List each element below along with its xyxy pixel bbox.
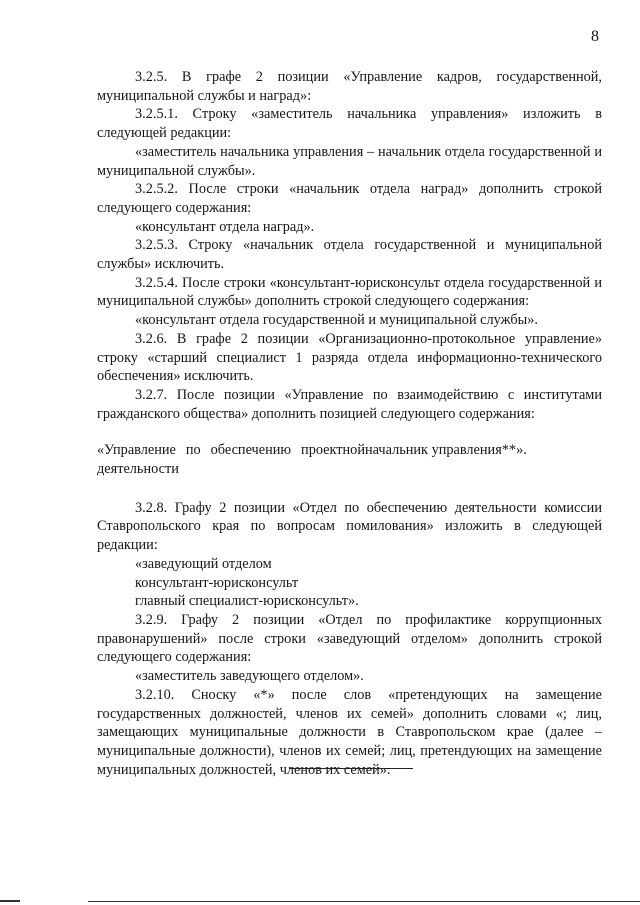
paragraph-3-2-5: 3.2.5. В графе 2 позиции «Управление кадров, государственной, муниципальной службы и наград»: [97,69,602,104]
paragraph-3-2-5-1: 3.2.5.1. Строку «заместитель начальника управления» изложить в следующей редакции: [97,106,602,142]
paragraph-3-2-6: 3.2.6. В графе 2 позиции «Организационно-протокольное управление» строку «старший специалист 1 разряда отдела информационно-технического обеспечения» исключить. [97,330,602,385]
position-row [97,441,602,478]
quoted-line-deputy-head-of-department: «заместитель заведующего отделом». [135,668,364,685]
document-body [97,68,602,779]
list-line-head: «заведующий отделом [135,555,272,572]
paragraph-3-2-10: 3.2.10. Сноску «*» после слов «претендующих на замещение государственных должностей, членов их семей» дополнить словами «; лиц, замещающих муниципальные должности в Ставропольском крае (далее – муниципальные должности), членов их семей; лиц, претендующих на замещение муниципальных должностей, членов их семей». [97,686,602,778]
quoted-line-awards-consultant: «консультант отдела наград». [135,218,315,235]
position-unit-name: «Управление по обеспечению проектной деятельности [97,442,365,478]
paragraph-3-2-5-2: 3.2.5.2. После строки «начальник отдела наград» дополнить строкой следующего содержания: [97,181,602,216]
scan-edge-mark [0,900,20,902]
position-table [97,441,602,478]
spacer [97,479,602,499]
paragraph-3-2-7: 3.2.7. После позиции «Управление по взаимодействию с институтами гражданского общества» дополнить позицией следующего содержания: [97,386,602,422]
quoted-line-deputy-head: «заместитель начальника управления – начальник отдела государственной и муниципальной службы». [97,143,602,179]
list-line-legal-consultant: консультант-юрисконсульт [135,574,299,591]
spacer [97,423,602,441]
list-line-chief-legal-specialist: главный специалист-юрисконсульт». [135,593,359,610]
paragraph-3-2-5-4: 3.2.5.4. После строки «консультант-юрисконсульт отдела государственной и муниципальной службы» дополнить строкой следующего содержания: [97,274,602,310]
closing-rule [289,768,413,769]
paragraph-3-2-5-3: 3.2.5.3. Строку «начальник отдела государственной и муниципальной службы» исключить. [97,237,602,273]
page-number: 8 [591,28,599,45]
paragraph-3-2-8: 3.2.8. Графу 2 позиции «Отдел по обеспечению деятельности комиссии Ставропольского края по вопросам помилования» изложить в следующей редакции: [97,499,602,554]
paragraph-3-2-9: 3.2.9. Графу 2 позиции «Отдел по профилактике коррупционных правонарушений» после строки «заведующий отделом» дополнить строкой следующего содержания: [97,611,602,666]
position-title: начальник управления**». [365,442,527,459]
quoted-line-civil-service-consultant: «консультант отдела государственной и муниципальной службы». [135,312,538,329]
scan-bottom-line [88,901,640,902]
